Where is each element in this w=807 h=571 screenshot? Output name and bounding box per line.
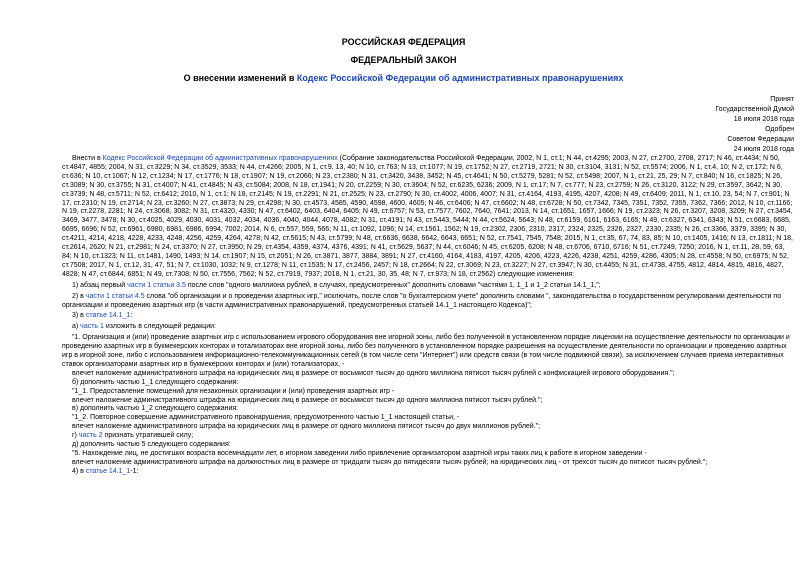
item-4 [62, 468, 795, 477]
quote-part-1-penalty: влечет наложение административного штрафа на юридических лиц в размере от восьмисот тысяч до одного миллиона пятисот тысяч рублей с конфискацией игрового оборудования."; [72, 369, 675, 377]
item-3g [62, 432, 795, 441]
item-4-link[interactable]: статье 14.1_1 [85, 467, 131, 475]
item-4-text: -1: [130, 467, 139, 475]
item-2-text: слова "об организации и о проведении азартных игр," исключить, после слов "о бухгалтерском учете" дополнить словами ", законодательства о государственном регулировании деятельности по организации и проведению азартных игр (в части административных правонарушений, предусмотренных статьей 14.1_1 настоящего Кодекса)"; [62, 292, 782, 309]
item-3 [62, 312, 795, 321]
intro-text: (Собрание законодательства Российской Федерации, 2002, N 1, ст.1; N 44, ст.4295; 2003, N 27, ст.2700, 2708, 2717; N 46, ст.4434; N 50, ст.4847, 4855; 2004, N 31, ст.3229; N 34, ст.3529, 3533; N 44, ст.4266; 2005, N 1, ст.9, 13, 40; N 10, ст.763; N 13, ст.1077; N 19, ст.1752; N 27, ст.2719, 2721; N 30, ст.3104, 3131; N 52, ст.5574; 2006, N 1, ст.4, 10; N 2, ст.172; N 6, ст.636; N 10, ст.1067; N 12, ст.1234; N 17, ст.1776; N 18, ст.1907; N 19, ст.2066; N 23, ст.2380; N 31, ст.3420, 3438, 3452; N 45, ст.4641; N 50, ст.5279, 5281; N 52, ст.5498; 2007, N 1, ст.21, 25, 29; N 7, ст.840; N 16, ст.1825; N 26, ст.3089; N 30, ст.3755; N 31, ст.4007; N 41, ст.4845; N 43, ст.5084; 2008, N 18, ст.1941; N 20, ст.2259; N 30, ст.3604; N 52, ст.6235, 6236; 2009, N 1, ст.17; N 7, ст.777; N 23, ст.2759; N 26, ст.3120, 3122; N 29, ст.3597, 3642; N 30, ст.3739; N 48, ст.5711; N 52, ст.6412; 2010, N 1, ст.1; N 18, ст.2145; N 19, ст.2291; N 21, ст.2525; N 23, ст.2790; N 30, ст.4002, 4006, 4007; N 31, ст.4164, 4193, 4195, 4207, 4208; N 49, ст.6409; 2011, N 1, ст.10, 23, 54; N 7, ст.901; N 17, ст.2310; N 19, ст.2714; N 23, ст.3260; N 27, ст.3873; N 29, ст.4298; N 30, ст.4573, 4585, 4590, 4598, 4600, 4605; N 46, ст.6406; N 47, ст.6602; N 48, ст.6728; N 50, ст.7342, 7345, 7351, 7352, 7355, 7362, 7366; 2012, N 10, ст.1166; N 19, ст.2278, 2281; N 24, ст.3068, 3082; N 31, ст.4320, 4330; N 47, ст.6402, 6403, 6404, 6405; N 49, ст.6757; N 53, ст.7577, 7602, 7640, 7641; 2013, N 14, ст.1651, 1657, 1666; N 19, ст.2323; N 26, ст.3207, 3208, 3209; N 27, ст.3454, 3469, 3477, 3478; N 30, ст.4025, 4029, 4030, 4031, 4032, 4034, 4036, 4040, 4044, 4078, 4082; N 31, ст.4191; N 43, ст.5443, 5444; N 44, ст.5624, 5643; N 48, ст.6159, 6161, 6163, 6165; N 49, ст.6327, 6341, 6343; N 51, ст.6683, 6685, 6695, 6696; N 52, ст.6961, 6980, 6981, 6986, 6994, 7002; 2014, N 6, ст.557, 559, 566; N 11, ст.1092, 1096; N 14, ст.1561, 1562; N 19, ст.2302, 2306, 2310, 2317, 2324, 2325, 2326, 2327, 2330, 2335; N 26, ст.3366, 3379, 3395; N 30, ст.4211, 4214, 4218, 4228, 4233, 4248, 4256, 4259, 4264, 4278; N 42, ст.5615; N 43, ст.5799; N 48, ст.6636, 6638, 6642, 6643, 6651; N 52, ст.7541, 7545, 7548; 2015, N 1, ст.35, 67, 74, 83, 85; N 10, ст.1405, 1416; N 13, ст.1811; N 18, ст.2614, 2620; N 21, ст.2981; N 24, ст.3370; N 27, ст.3950; N 29, ст.4354, 4359, 4374, 4376, 4391; N 41, ст.5629, 5637; N 44, ст.6046; N 45, ст.6205, 6208; N 48, ст.6706, 6710, 6716; N 51, ст.7249, 7250; 2016, N 1, ст.11, 28, 59, 63, 84; N 10, ст.1323; N 11, ст.1481, 1490, 1493; N 14, ст.1907; N 15, ст.2051; N 26, ст.3871, 3877, 3884, 3891; N 27, ст.4160, 4164, 4183, 4197, 4205, 4206, 4223, 4226, 4238, 4251, 4259, 4286, 4305; N 28, ст.4558; N 50, ст.6975; N 52, ст.7508; 2017, N 1, ст.12, 31, 47, 51; N 7, ст.1030, 1032; N 9, ст.1278; N 11, ст.1535; N 17, ст.2456, 2457; N 18, ст.2664; N 22, ст.3069; N 23, ст.3227; N 27, ст.3947; N 30, ст.4455; N 31, ст.4738, 4755, 4812, 4814, 4815, 4816, 4827, 4828; N 47, ст.6844, 6851; N 49, ст.7308; N 50, ст.7556, 7562; N 52, ст.7919, 7937; 2018, N 1, ст.21, 30, 35, 48; N 7, ст.973; N 18, ст.2562) следующие изменения: [62, 155, 793, 278]
adopted-by: Государственной Думой [715, 106, 794, 113]
approved-by: Советом Федерации [727, 136, 794, 143]
law-title-prefix: О внесении изменений в [183, 73, 297, 83]
item-3b: б) дополнить частью 1_1 следующего содержания: [72, 378, 239, 386]
adopted-label: Принят [770, 96, 794, 103]
item-2 [62, 293, 795, 311]
item-1-text: после слов "одного миллиона рублей, в случаях, предусмотренных" дополнить словами "частями 1, 1_1 и 1_2 статьи 14.1_1,"; [185, 281, 601, 289]
item-3a-link[interactable]: часть 1 [80, 323, 104, 331]
quote-part-1-2-penalty: влечет наложение административного штрафа на юридических лиц в размере от одного миллиона пятисот тысяч до двух миллионов рублей."; [72, 423, 541, 431]
adopted-date: 18 июля 2018 года [733, 116, 794, 123]
item-2-prefix: 2) в [72, 292, 86, 300]
item-2-link[interactable]: части 1 статьи 4.5 [85, 292, 145, 300]
item-1-link[interactable]: части 1 статьи 3.5 [127, 281, 186, 289]
item-3g-text: признать утратившей силу; [102, 432, 194, 440]
quote-part-5-penalty: влечет наложение административного штрафа на должностных лиц в размере от тридцати тысяч до пятидесяти тысяч рублей; на юридических лиц - от трехсот тысяч до пятисот тысяч рублей."; [72, 458, 708, 466]
item-1 [62, 282, 795, 291]
approved-date: 24 июля 2018 года [733, 146, 794, 153]
quote-part-1-1: "1_1. Предоставление помещений для незаконных организации и (или) проведения азартных игр - [72, 387, 395, 395]
item-3a-text: изложить в следующей редакции: [103, 323, 216, 331]
quote-part-1: "1. Организация и (или) проведение азартных игр с использованием игрового оборудования вне игорной зоны, либо без полученной в установленном порядке лицензии на осуществление деятельности по организации и проведению азартных игр в букмекерских конторах и тотализаторах вне игорной зоны, либо без полученного в установленном порядке разрешения на осуществление деятельности по организации и проведению азартных игр в игорной зоне, либо с использованием информационно-телекоммуникационных сетей (в том числе сети "Интернет") или средств связи (в том числе подвижной связи), за исключением случаев приема интерактивных ставок организаторами азартных игр в букмекерских конторах и (или) тотализаторах, - [62, 334, 790, 368]
item-4-prefix: 4) в [72, 467, 86, 475]
quote-part-1-1-penalty: влечет наложение административного штрафа на юридических лиц в размере от восьмисот тысяч до одного миллиона пятисот тысяч рублей."; [72, 396, 543, 404]
item-3a-prefix: а) [72, 323, 81, 331]
item-1-prefix: 1) абзац первый [72, 281, 128, 289]
item-3g-link[interactable]: часть 2 [78, 432, 103, 440]
item-3-text: : [130, 312, 133, 320]
item-3a [62, 323, 795, 332]
item-3v: в) дополнить частью 1_2 следующего содержания: [72, 405, 239, 413]
intro-paragraph [62, 155, 795, 280]
approved-label: Одобрен [765, 126, 794, 133]
law-title [0, 73, 807, 83]
item-3d: д) дополнить частью 5 следующего содержания: [72, 441, 231, 449]
intro-code-link[interactable]: Кодекс Российской Федерации об административных правонарушениях [102, 155, 338, 162]
federation-heading: РОССИЙСКАЯ ФЕДЕРАЦИЯ [341, 37, 466, 47]
law-body [62, 155, 795, 477]
item-3-prefix: 3) в [72, 312, 86, 320]
quote-part-5: "5. Нахождение лиц, не достигших возраста восемнадцати лет, в игорном заведении либо привлечение организатором азартной игры таких лиц к работе в игорном заведении - [72, 450, 647, 457]
adoption-meta [594, 95, 794, 155]
code-link[interactable]: Кодекс Российской Федерации об административных правонарушениях [296, 73, 624, 83]
item-3-link[interactable]: статье 14.1_1 [85, 312, 131, 320]
quote-part-1-2: "1_2. Повторное совершение административного правонарушения, предусмотренного частью 1_1 настоящей статьи, - [72, 414, 460, 422]
intro-prefix: Внести в [72, 155, 103, 162]
item-3g-prefix: г) [72, 432, 79, 440]
law-type-heading: ФЕДЕРАЛЬНЫЙ ЗАКОН [350, 55, 457, 65]
